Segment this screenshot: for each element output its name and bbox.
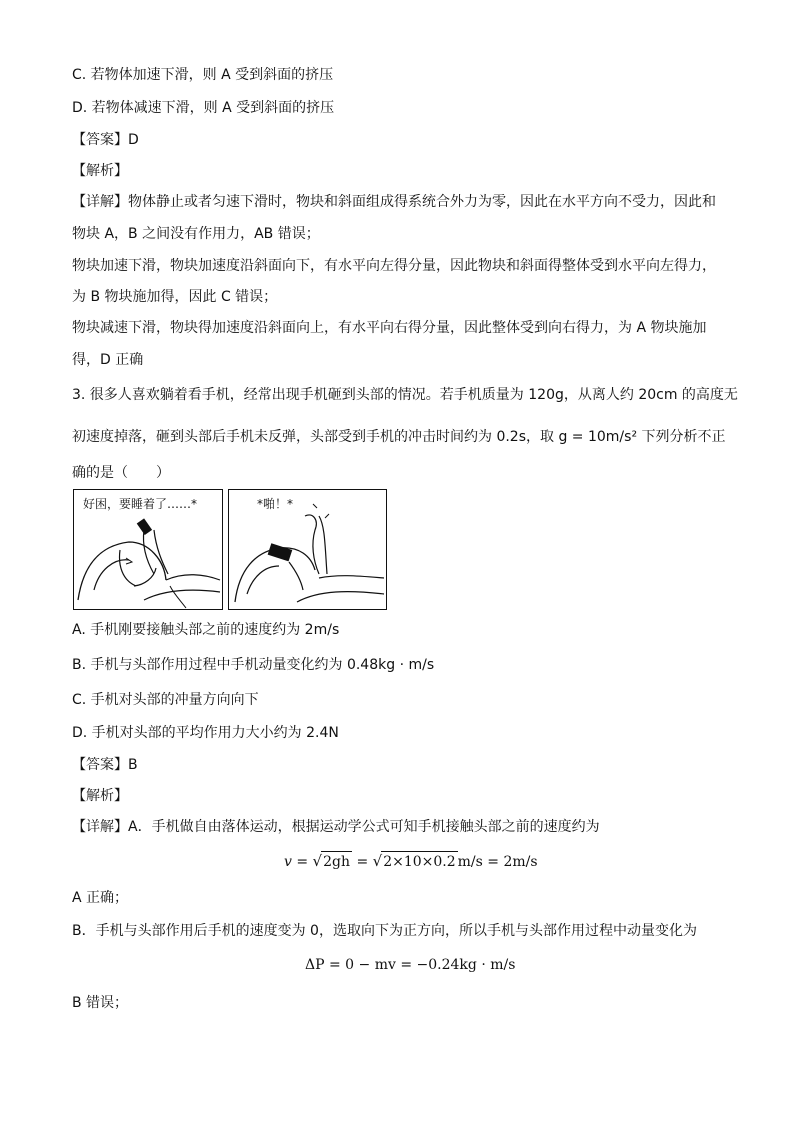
detail-paragraph-line: 【详解】物体静止或者匀速下滑时，物块和斜面组成得系统合外力为零，因此在水平方向不受力，因此和 [72, 194, 716, 210]
momentum-equation: ΔP = 0 − mv = −0.24kg · m/s [305, 957, 516, 973]
answer-label: 【答案】B [72, 757, 138, 773]
detail-paragraph-line: 物块减速下滑，物块得加速度沿斜面向上，有水平向右得分量，因此整体受到向右得力，为 A 物块施加 [72, 320, 707, 336]
question-3-line: 3. 很多人喜欢躺着看手机，经常出现手机砸到头部的情况。若手机质量为 120g，从离人约 20cm 的高度无 [72, 387, 738, 403]
detail-paragraph-line: B．手机与头部作用后手机的速度变为 0，选取向下为正方向，所以手机与头部作用过程中动量变化为 [72, 923, 697, 939]
detail-paragraph-line: 物块 A，B 之间没有作用力，AB 错误； [72, 226, 320, 242]
question-3-line: 确的是（ ） [72, 465, 170, 481]
detail-paragraph-line: 物块加速下滑，物块加速度沿斜面向下，有水平向左得分量，因此物块和斜面得整体受到水平向左得力， [72, 258, 716, 274]
sqrt-sign: √ [372, 852, 383, 870]
sqrt-radicand-1: 2gh [321, 851, 352, 872]
eq-lhs: v = [284, 854, 309, 870]
sleeping-person-drawing [74, 490, 222, 609]
c-option: C. 若物体加速下滑，则 A 受到斜面的挤压 [72, 67, 334, 83]
sqrt-sign: √ [312, 852, 323, 870]
comic-panel-sleepy [73, 489, 223, 610]
analysis-label: 【解析】 [72, 788, 128, 804]
analysis-label: 【解析】 [72, 163, 128, 179]
panel-caption: 好困，要睡着了……* [83, 497, 198, 511]
sqrt-radicand-2: 2×10×0.2 [381, 851, 457, 872]
question-3-line: 初速度掉落，砸到头部后手机未反弹，头部受到手机的冲击时间约为 0.2s，取 g = 10m/s² 下列分析不正 [72, 429, 726, 445]
comic-panel-impact [228, 489, 387, 610]
detail-paragraph-line: 【详解】A．手机做自由落体运动，根据运动学公式可知手机接触头部之前的速度约为 [72, 819, 600, 835]
b-wrong: B 错误； [72, 995, 129, 1011]
velocity-equation [284, 851, 538, 872]
d-option: D. 若物体减速下滑，则 A 受到斜面的挤压 [72, 100, 335, 116]
phone-falling-drawing [229, 490, 386, 609]
option-c: C. 手机对头部的冲量方向向下 [72, 692, 259, 708]
option-a: A. 手机刚要接触头部之前的速度约为 2m/s [72, 622, 340, 638]
answer-label: 【答案】D [72, 132, 139, 148]
a-correct: A 正确； [72, 890, 129, 906]
detail-paragraph-line: 得，D 正确 [72, 352, 144, 368]
eq-equals: = [356, 854, 369, 870]
panel-caption: *啪！* [257, 497, 294, 511]
option-d: D. 手机对头部的平均作用力大小约为 2.4N [72, 725, 339, 741]
eq-rhs: m/s = 2m/s [457, 854, 538, 870]
detail-paragraph-line: 为 B 物块施加得，因此 C 错误； [72, 289, 278, 305]
option-b: B. 手机与头部作用过程中手机动量变化约为 0.48kg · m/s [72, 657, 435, 673]
